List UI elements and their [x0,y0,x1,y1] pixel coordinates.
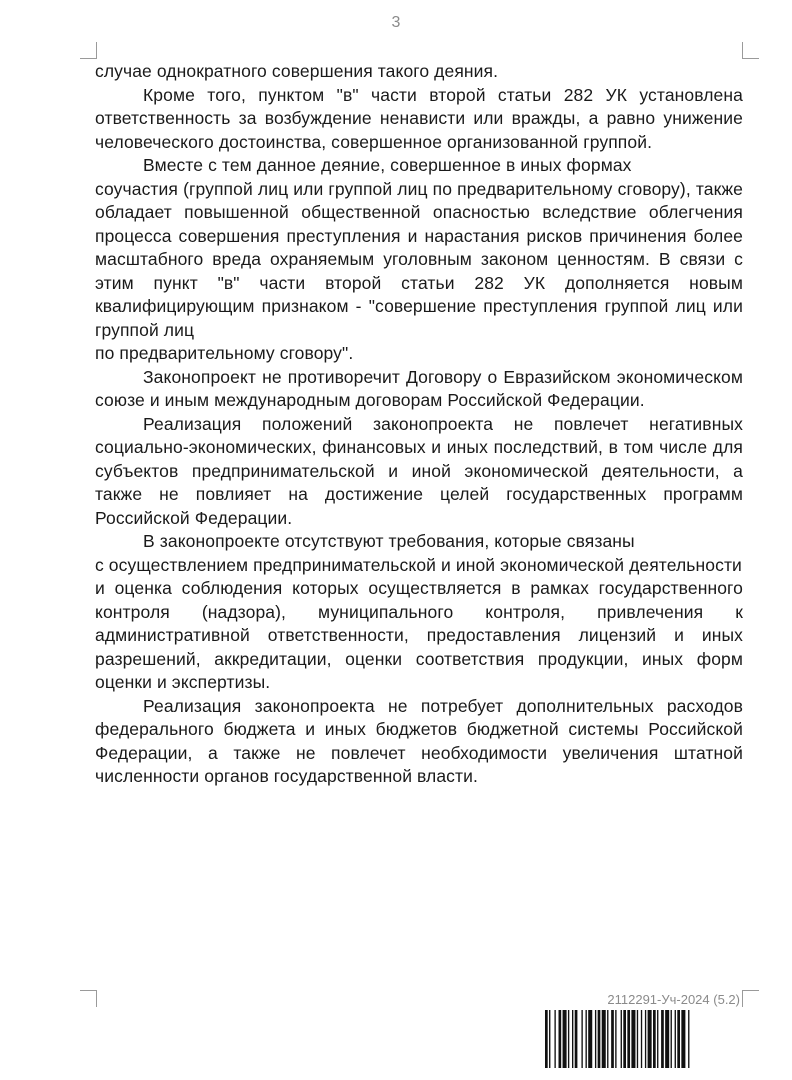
crop-mark-bottom-right [742,990,759,1007]
paragraph-line: и оценка соблюдения которых осуществляется в рамках государственного контроля (надзора), муниципального контроля, привлечения к административной ответственности, предоставления лицензий и иных разрешений, аккредитации, оценки соответствия продукции, иных форм оценки и экспертизы. [95,578,743,692]
paragraph-line: по предварительному сговору". [95,343,354,363]
document-id: 2112291-Уч-2024 (5.2) [607,992,740,1007]
paragraph-line: случае однократного совершения такого деяния. [95,61,499,81]
paragraph-line: Законопроект не противоречит Договору о Евразийском экономическом союзе и иным международным договорам Российской Федерации. [95,366,743,410]
paragraph-line: соучастия (группой лиц или группой лиц по предварительному сговору), также обладает повышенной общественной опасностью вследствие облегчения процесса совершения преступления и нарастания рисков причинения более масштабного вреда охраняемым уголовным законом ценностям. В связи с этим пункт "в" части второй статьи 282 УК дополняется новым квалифицирующим признаком - "совершение преступления группой лиц или группой лиц [95,178,743,340]
barcode-image [545,1010,742,1068]
paragraph-line: Кроме того, пунктом "в" части второй статьи 282 УК установлена ответственность за возбуждение ненависти или вражды, а равно унижение человеческого достоинства, совершенное организованной группой. [95,84,743,152]
crop-mark-bottom-left [80,990,97,1007]
paragraph-line: Вместе с тем данное деяние, совершенное в иных формах [143,155,632,175]
paragraph-line: с осуществлением предпринимательской и иной экономической деятельности [95,554,742,575]
crop-mark-top-right [742,42,759,59]
paragraph-line: Реализация положений законопроекта не повлечет негативных социально-экономических, финансовых и иных последствий, в том числе для субъектов предпринимательской и иной экономической деятельности, а также не повлияет на достижение целей государственных программ Российской Федерации. [95,413,743,528]
document-body [95,60,743,789]
page-number: 3 [391,14,401,31]
paragraph-line: Реализация законопроекта не потребует дополнительных расходов федерального бюджета и иных бюджетов бюджетной системы Российской Федерации, а также не повлечет необходимости увеличения штатной численности органов государственной власти. [95,695,743,786]
crop-mark-top-left [80,42,97,59]
paragraph-line: В законопроекте отсутствуют требования, которые связаны [143,531,635,551]
